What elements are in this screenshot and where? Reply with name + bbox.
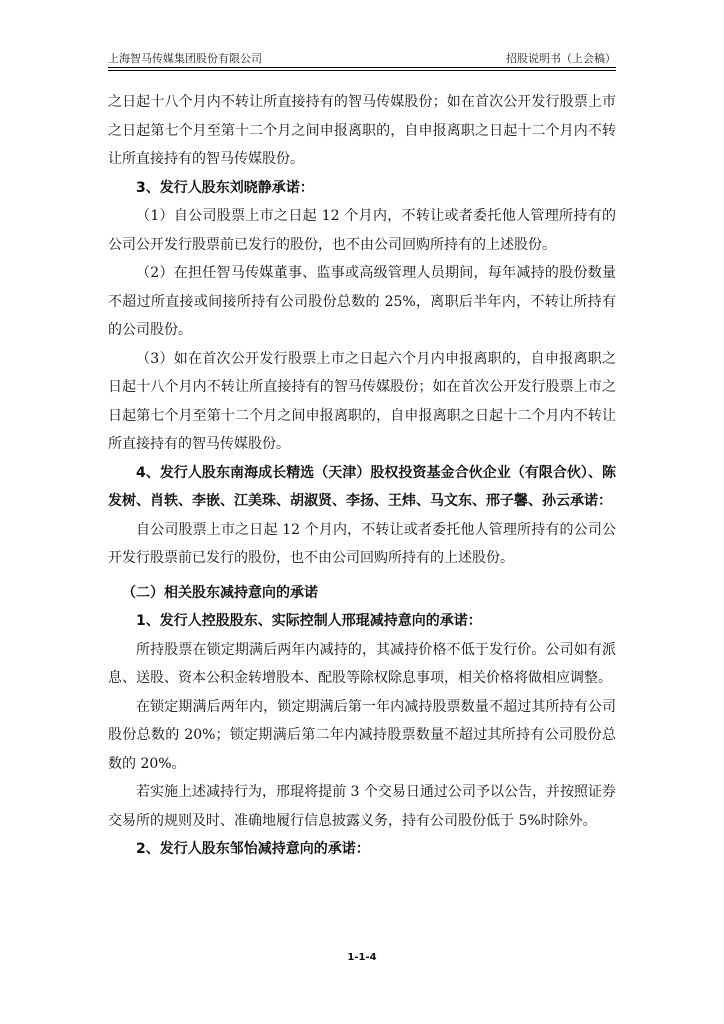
commitment-heading: 2、发行人股东邹怡减持意向的承诺： xyxy=(136,841,370,857)
header-rule-thin xyxy=(108,70,616,71)
paragraph: 若实施上述减持行为，邢琨将提前 3 个交易日通过公司予以公告，并按照证券交易所的规则及时、准确地履行信息披露义务，持有公司股份低于 5%时除外。 xyxy=(108,784,616,829)
commitment-heading: 3、发行人股东刘晓静承诺： xyxy=(136,179,314,196)
paragraph: 自公司股票上市之日起 12 个月内，不转让或者委托他人管理所持有的公司公开发行股票前已发行的股份，也不由公司回购所持有的上述股份。 xyxy=(108,521,616,566)
paragraph: （1）自公司股票上市之日起 12 个月内，不转让或者委托他人管理所持有的公司公开发行股票前已发行的股份，也不由公司回购所持有的上述股份。 xyxy=(108,208,616,253)
header-company-name: 上海智马传媒集团股份有限公司 xyxy=(108,52,262,65)
section-heading: （二）相关股东减持意向的承诺 xyxy=(122,584,318,601)
paragraph: （3）如在首次公开发行股票上市之日起六个月内申报离职的，自申报离职之日起十八个月内不转让所直接持有的智马传媒股份；如在首次公开发行股票上市之日起第七个月至第十二个月之间申报离职的，自申报离职之日起十二个月内不转让所直接持有的智马传媒股份。 xyxy=(108,350,616,452)
header-document-type: 招股说明书（上会稿） xyxy=(506,52,616,65)
paragraph: （2）在担任智马传媒董事、监事或高级管理人员期间，每年减持的股份数量不超过所直接或间接所持有公司股份总数的 25%，离职后半年内，不转让所持有的公司股份。 xyxy=(108,265,616,338)
paragraph: 所持股票在锁定期满后两年内减持的，其减持价格不低于发行价。公司如有派息、送股、资本公积金转增股本、配股等除权除息事项，相关价格将做相应调整。 xyxy=(108,641,616,686)
page-number: 1-1-4 xyxy=(347,952,377,963)
commitment-heading: 1、发行人控股股东、实际控制人邢琨减持意向的承诺： xyxy=(136,613,482,629)
header-rule xyxy=(108,67,616,68)
page-header xyxy=(108,50,616,66)
paragraph: 之日起十八个月内不转让所直接持有的智马传媒股份；如在首次公开发行股票上市之日起第七个月至第十二个月之间申报离职的，自申报离职之日起十二个月内不转让所直接持有的智马传媒股份。 xyxy=(108,94,616,167)
page-body xyxy=(108,88,616,864)
commitment-heading: 4、发行人股东南海成长精选（天津）股权投资基金合伙企业（有限合伙）、陈发树、肖轶、李嵌、江美珠、胡淑贤、李扬、王炜、马文东、邢子馨、孙云承诺： xyxy=(108,464,616,509)
paragraph: 在锁定期满后两年内，锁定期满后第一年内减持股票数量不超过其所持有公司股份总数的 20%；锁定期满后第二年内减持股票数量不超过其所持有公司股份总数的 20%。 xyxy=(108,698,616,772)
